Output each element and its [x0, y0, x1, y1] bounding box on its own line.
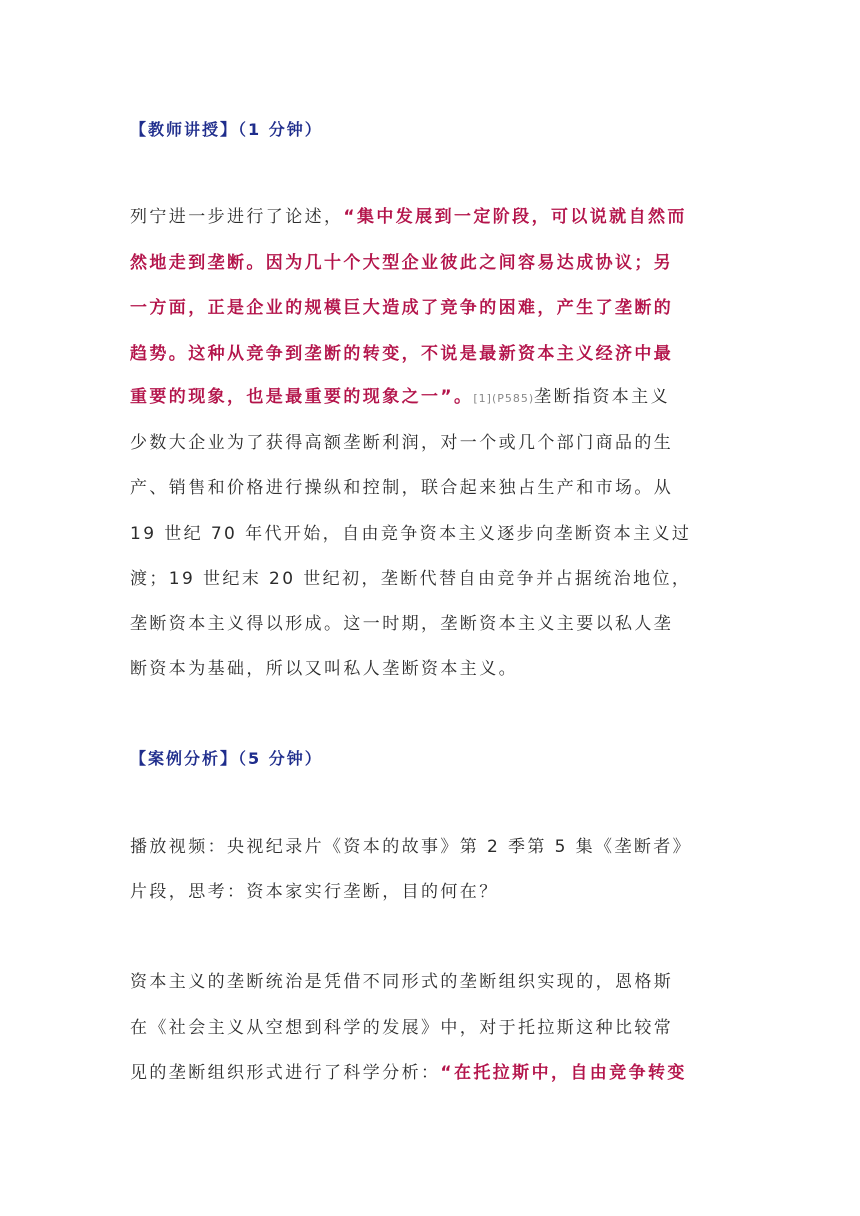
plain-text: 渡；19 世纪末 20 世纪初，垄断代替自由竞争并占据统治地位， [130, 569, 692, 589]
section-heading-teacher-lecture: 【教师讲授】（1 分钟） [130, 120, 323, 139]
paragraph-line: 播放视频：央视纪录片《资本的故事》第 2 季第 5 集《垄断者》 [130, 837, 693, 857]
plain-text: 在《社会主义从空想到科学的发展》中，对于托拉斯这种比较常 [130, 1018, 674, 1038]
plain-text: 资本主义的垄断统治是凭借不同形式的垄断组织实现的，恩格斯 [130, 972, 674, 992]
plain-text: 19 世纪 70 年代开始，自由竞争资本主义逐步向垄断资本主义过 [130, 524, 692, 544]
paragraph-line [130, 385, 670, 411]
plain-text: 断资本为基础，所以又叫私人垄断资本主义。 [130, 659, 518, 679]
quote-text: “在托拉斯中，自由竞争转变 [440, 1063, 687, 1083]
quote-text: “集中发展到一定阶段，可以说就自然而 [343, 207, 687, 227]
paragraph-line [130, 1016, 673, 1040]
section-heading-case-analysis: 【案例分析】（5 分钟） [130, 749, 323, 768]
paragraph-line [130, 970, 673, 994]
paragraph-line [130, 476, 673, 500]
quote-text: 一方面，正是企业的规模巨大造成了竞争的困难，产生了垄断的 [130, 298, 674, 318]
quote-text: 重要的现象，也是最重要的现象之一”。 [130, 387, 474, 407]
paragraph-line [130, 251, 673, 275]
citation: [1](P585) [473, 392, 535, 405]
plain-text: 少数大企业为了获得高额垄断利润，对一个或几个部门商品的生 [130, 433, 674, 453]
quote-text: 然地走到垄断。因为几十个大型企业彼此之间容易达成协议；另 [130, 253, 674, 273]
paragraph-line [130, 431, 673, 455]
paragraph-line [130, 612, 673, 636]
plain-text: 垄断指资本主义 [534, 387, 670, 407]
plain-text: 垄断资本主义得以形成。这一时期，垄断资本主义主要以私人垄 [130, 614, 674, 634]
plain-text: 列宁进一步进行了论述， [130, 207, 344, 227]
paragraph-line: 片段，思考：资本家实行垄断，目的何在？ [130, 882, 499, 902]
quote-text: 趋势。这种从竞争到垄断的转变，不说是最新资本主义经济中最 [130, 344, 674, 364]
paragraph-line [130, 1061, 687, 1085]
paragraph-line [130, 296, 673, 320]
paragraph-line [130, 205, 687, 229]
plain-text: 产、销售和价格进行操纵和控制，联合起来独占生产和市场。从 [130, 478, 674, 498]
paragraph-line [130, 522, 691, 546]
paragraph-line [130, 657, 518, 681]
plain-text: 见的垄断组织形式进行了科学分析： [130, 1063, 441, 1083]
paragraph-line [130, 567, 691, 591]
paragraph-line [130, 342, 673, 366]
